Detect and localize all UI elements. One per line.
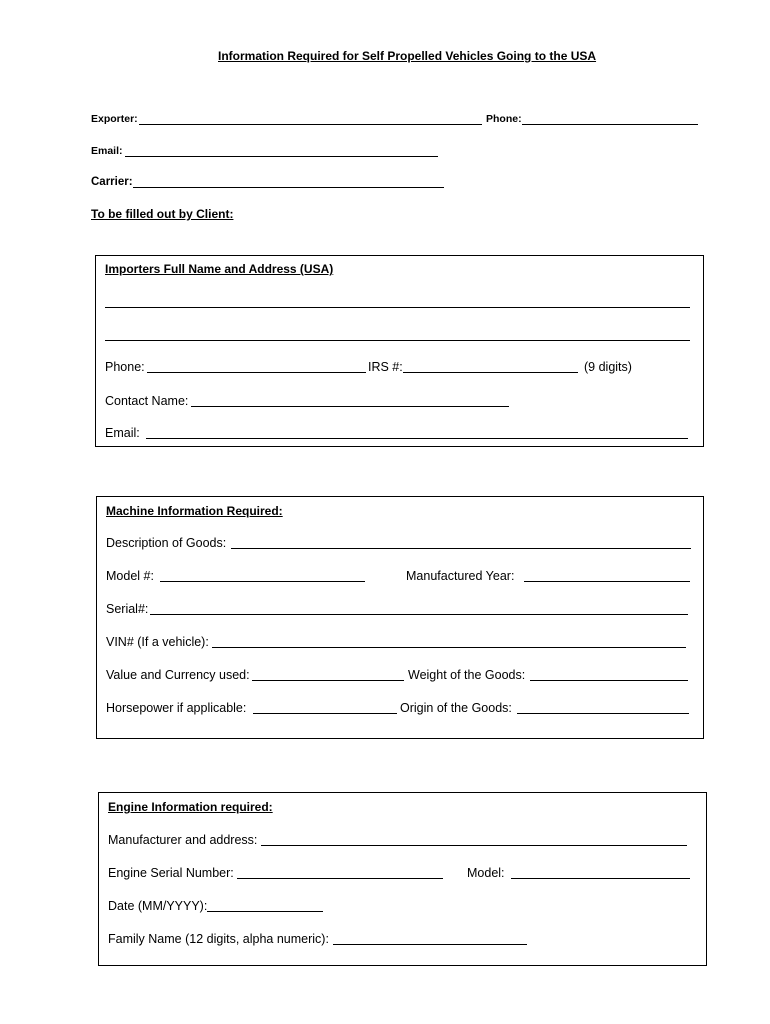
page-title: Information Required for Self Propelled Vehicles Going to the USA [218,49,597,63]
importer-address-row-2 [0,327,770,343]
engine-date-row [0,898,770,914]
horsepower-field[interactable] [253,700,397,714]
importer-email-row [0,425,770,441]
vin-label: VIN# (If a vehicle): [106,635,209,649]
irs-digits-hint: (9 digits) [584,360,632,374]
carrier-label: Carrier: [91,176,133,188]
origin-field[interactable] [517,700,689,714]
serial-field[interactable] [150,601,688,615]
vin-row [0,634,770,650]
origin-label: Origin of the Goods: [400,701,512,715]
engine-serial-field[interactable] [237,865,443,879]
value-weight-row [0,667,770,683]
client-note: To be filled out by Client: [91,207,234,221]
family-name-row [0,931,770,947]
value-currency-label: Value and Currency used: [106,668,250,682]
manufacturer-address-field[interactable] [261,832,687,846]
importer-phone-field[interactable] [147,359,366,373]
header-phone-label: Phone: [486,113,522,125]
exporter-row [0,111,770,127]
header-phone-field[interactable] [522,111,698,125]
vin-field[interactable] [212,634,686,648]
description-field[interactable] [231,535,691,549]
importer-name-address-line-1-field[interactable] [105,294,690,308]
value-currency-field[interactable] [252,667,404,681]
machine-model-label: Model #: [106,569,154,583]
engine-heading: Engine Information required: [108,800,273,814]
importer-heading: Importers Full Name and Address (USA) [105,262,334,276]
engine-date-label: Date (MM/YYYY): [108,899,208,913]
contact-name-field[interactable] [191,393,509,407]
manufacturer-address-label: Manufacturer and address: [108,833,258,847]
serial-label: Serial#: [106,602,149,616]
weight-label: Weight of the Goods: [408,668,526,682]
importer-email-field[interactable] [146,425,688,439]
manufacturer-address-row [0,832,770,848]
engine-model-label: Model: [467,866,505,880]
importer-phone-irs-row [0,359,770,375]
machine-heading: Machine Information Required: [106,504,283,518]
serial-row [0,601,770,617]
weight-field[interactable] [530,667,688,681]
importer-address-row-1 [0,294,770,310]
manufactured-year-field[interactable] [524,568,690,582]
header-email-label: Email: [91,145,123,157]
description-label: Description of Goods: [106,536,227,550]
family-name-label: Family Name (12 digits, alpha numeric): [108,932,329,946]
header-email-field[interactable] [125,143,438,157]
horsepower-origin-row [0,700,770,716]
importer-phone-label: Phone: [105,360,145,374]
model-year-row [0,568,770,584]
importer-name-address-line-2-field[interactable] [105,327,690,341]
machine-model-field[interactable] [160,568,365,582]
contact-name-row [0,393,770,409]
engine-serial-label: Engine Serial Number: [108,866,234,880]
exporter-field[interactable] [139,111,482,125]
contact-name-label: Contact Name: [105,394,189,408]
manufactured-year-label: Manufactured Year: [406,569,515,583]
description-row [0,535,770,551]
engine-date-field[interactable] [207,898,323,912]
horsepower-label: Horsepower if applicable: [106,701,247,715]
header-email-row [0,143,770,159]
exporter-label: Exporter: [91,113,138,125]
engine-serial-model-row [0,865,770,881]
family-name-field[interactable] [333,931,527,945]
importer-email-label: Email: [105,426,140,440]
irs-field[interactable] [403,359,578,373]
engine-model-field[interactable] [511,865,690,879]
irs-label: IRS #: [368,360,403,374]
carrier-field[interactable] [133,174,444,188]
importer-section [95,255,704,447]
carrier-row [0,174,770,190]
